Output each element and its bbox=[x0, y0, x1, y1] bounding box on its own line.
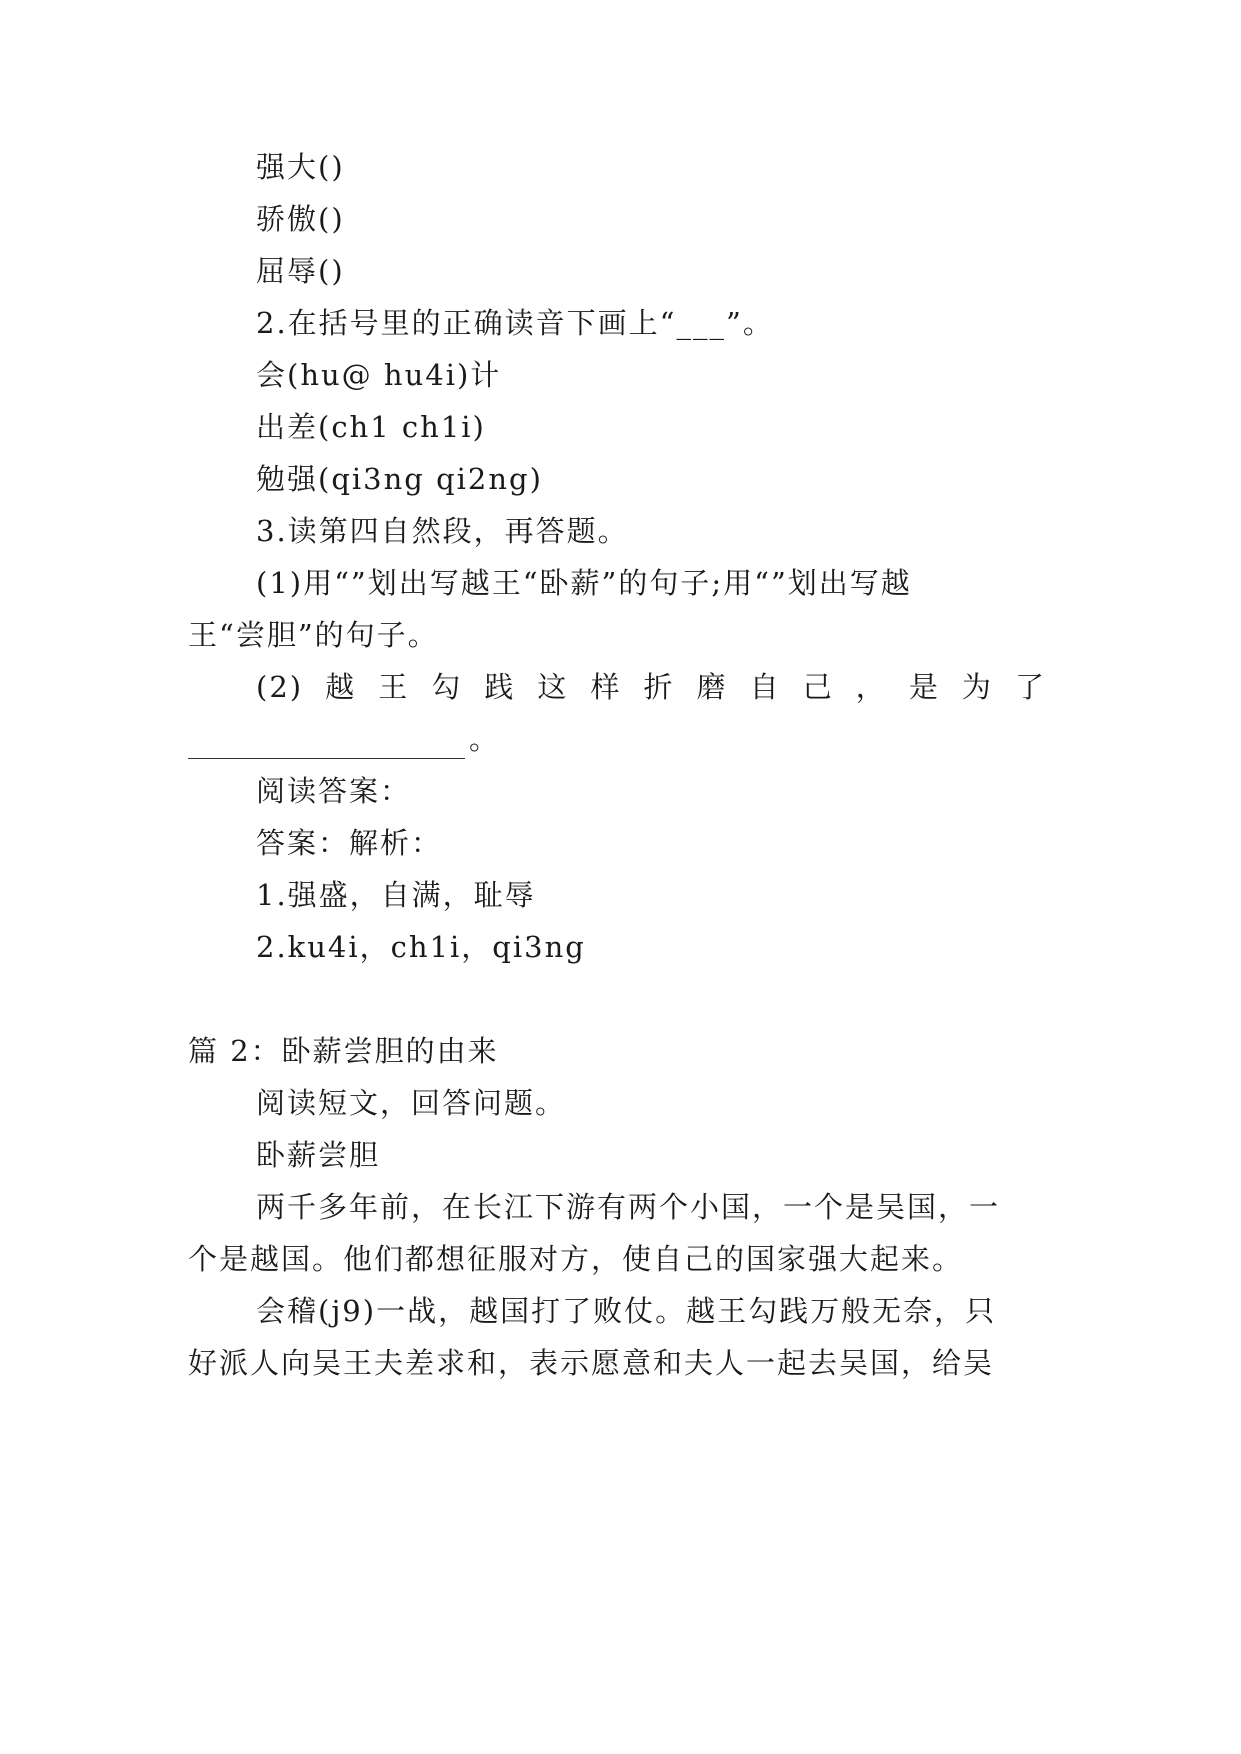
passage-line: 个是越国。他们都想征服对方，使自己的国家强大起来。 bbox=[188, 1242, 964, 1276]
answer-blank bbox=[188, 732, 465, 759]
char: 这 bbox=[537, 670, 569, 704]
passage-line: 两千多年前，在长江下游有两个小国，一个是吴国，一 bbox=[256, 1190, 1001, 1224]
char: 己 bbox=[802, 670, 834, 704]
question-3-part-2 bbox=[256, 667, 1046, 707]
answer-1: 1.强盛，自满，耻辱 bbox=[256, 878, 536, 912]
text-line: 强大() bbox=[256, 150, 345, 184]
text-line: 屈辱() bbox=[256, 254, 345, 288]
char: 践 bbox=[484, 670, 516, 704]
char: 磨 bbox=[696, 670, 728, 704]
char: 折 bbox=[643, 670, 675, 704]
answer-2: 2.ku4i，ch1i，qi3ng bbox=[256, 930, 586, 964]
section-title: 篇 2：卧薪尝胆的由来 bbox=[188, 1034, 499, 1068]
char: 样 bbox=[590, 670, 622, 704]
pinyin-option: 出差(ch1 ch1i) bbox=[256, 410, 486, 444]
answer-label: 答案：解析： bbox=[256, 826, 443, 860]
passage-line: 好派人向吴王夫差求和，表示愿意和夫人一起去吴国，给吴 bbox=[188, 1346, 995, 1380]
char: 越 bbox=[325, 670, 357, 704]
passage-line: 会稽(j9)一战，越国打了败仗。越王勾践万般无奈，只 bbox=[256, 1294, 997, 1328]
question-3-part-1-cont: 王“尝胆”的句子。 bbox=[188, 618, 439, 652]
instruction: 阅读短文，回答问题。 bbox=[256, 1086, 567, 1120]
passage-title: 卧薪尝胆 bbox=[256, 1138, 381, 1172]
pinyin-option: 勉强(qi3ng qi2ng) bbox=[256, 462, 543, 496]
answer-blank-line bbox=[188, 719, 500, 759]
char: 为 bbox=[961, 670, 993, 704]
answers-heading: 阅读答案： bbox=[256, 774, 412, 808]
char: 自 bbox=[749, 670, 781, 704]
char: 王 bbox=[378, 670, 410, 704]
question-3-part-1: (1)用“”划出写越王“卧薪”的句子;用“”划出写越 bbox=[256, 566, 912, 600]
char: ， bbox=[855, 670, 887, 704]
part-label: (2) bbox=[256, 670, 304, 704]
period: 。 bbox=[469, 722, 501, 756]
char: 勾 bbox=[431, 670, 463, 704]
char: 了 bbox=[1014, 670, 1046, 704]
pinyin-option: 会(hu@ hu4i)计 bbox=[256, 358, 502, 392]
text-line: 骄傲() bbox=[256, 202, 345, 236]
question-2: 2.在括号里的正确读音下画上“___”。 bbox=[256, 306, 774, 340]
question-3: 3.读第四自然段，再答题。 bbox=[256, 514, 629, 548]
char: 是 bbox=[908, 670, 940, 704]
